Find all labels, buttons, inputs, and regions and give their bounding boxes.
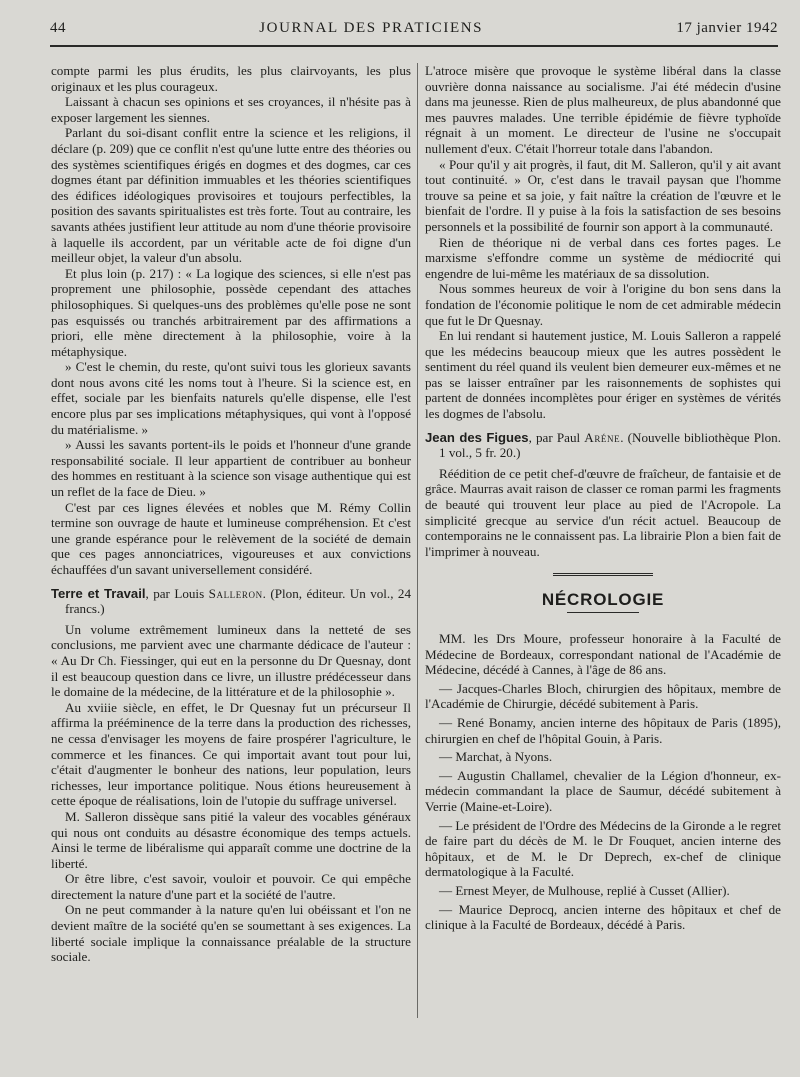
paragraph: Or être libre, c'est savoir, vouloir et pouvoir. Ce qui empêche directement la nature d'une part et la société de l'autre. (51, 871, 411, 902)
book-author: Aréne (584, 429, 621, 445)
page-number: 44 (50, 20, 66, 36)
paragraph: » C'est le chemin, du reste, qu'ont suivi tous les glorieux savants dont nous avons cité les noms tout à l'heure. Si la science est, en effet, sociale par les bienfaits naturels qu'elle dispense, elle l'est encore plus par ses implications métaphysiques, qui vont à l'opposé du matérialisme. » (51, 359, 411, 437)
book-review-heading: Terre et Travail, par Louis Salleron. (Plon, éditeur. Un vol., 24 francs.) (51, 585, 411, 617)
necrology-entry: — Maurice Deprocq, ancien interne des hôpitaux et chef de clinique à la Faculté de Bordeaux, décédé à Paris. (425, 901, 781, 933)
paragraph: Un volume extrêmement lumineux dans la netteté de ses conclusions, me parvient avec une charmante dédicace de l'auteur : « Au Dr Ch. Fiessinger, qui eut en la personne du Dr Quesnay, dont il est beaucoup question dans ce livre, un illustre prédécesseur dans le domaine de la médecine, de la littérature et de la philosophie ». (51, 621, 411, 700)
page-header (50, 20, 778, 44)
paragraph: Nous sommes heureux de voir à l'origine du bon sens dans la fondation de l'économie politique le nom de cet admirable médecin que fut le Dr Quesnay. (425, 281, 781, 328)
section-ornament-rule (553, 573, 653, 578)
book-title: Terre et Travail (51, 585, 146, 601)
paragraph: Réédition de ce petit chef-d'œuvre de fraîcheur, de fantaisie et de grâce. Maurras avait raison de classer ce roman parmi les fragments de beauté qui trouvent leur place au pied de l'Acropole. La simplicité grecque au service d'un récit actuel. Beaucoup de contemporains ne le connaissent pas. La librairie Plon a bien fait de l'imprimer à nouveau. (425, 465, 781, 559)
book-review-heading: Jean des Figues, par Paul Aréne. (Nouvelle bibliothèque Plon. 1 vol., 5 fr. 20.) (425, 429, 781, 461)
necrology-title: NÉCROLOGIE (541, 590, 665, 610)
necrology-list (425, 631, 781, 933)
necrology-entry: — Ernest Meyer, de Mulhouse, replié à Cusset (Allier). (439, 882, 730, 898)
paragraph: En lui rendant si hautement justice, M. Louis Salleron a rappelé que les médecins beaucoup mieux que les autres possèdent le sentiment du réel quand ils veulent bien demeurer eux-mêmes et ne pas se laisser entraîner par les raisonnements de sophistes qui partent de données incomplètes pour ériger en systèmes de vérités les dogmes de l'absolu. (425, 328, 781, 422)
book-title: Jean des Figues (425, 429, 529, 445)
paragraph: compte parmi les plus érudits, les plus clairvoyants, les plus originaux et les plus courageux. (51, 63, 411, 94)
paragraph: « Pour qu'il y ait progrès, il faut, dit M. Salleron, qu'il y ait avant tout continuité. » Or, c'est dans le travail paysan que l'homme trouve sa peine et sa joie, y fait naître la création de l'œuvre et le bienfait de l'ordre. Il y puise à la fois la satisfaction de ses besoins personnels et la possibilité de fournir son apport à la communauté. (425, 156, 781, 234)
necrology-entry: MM. les Drs Moure, professeur honoraire à la Faculté de Médecine de Bordeaux, correspondant national de l'Académie de Médecine, décédé à Cannes, à l'âge de 86 ans. (425, 631, 781, 678)
issue-date: 17 janvier 1942 (676, 20, 778, 36)
paragraph: Rien de théorique ni de verbal dans ces fortes pages. Le marxisme s'effondre comme un système de médiocrité qui engendre de lui-même les matériaux de sa dissolution. (425, 234, 781, 281)
column-divider (417, 63, 418, 1018)
necrology-entry: — Marchat, à Nyons. (439, 749, 553, 765)
paragraph: C'est par ces lignes élevées et nobles que M. Rémy Collin termine son ouvrage de haute et lumineuse compréhension. Et c'est une grande espérance pour le relèvement de la société de demain que ces pages annonciatrices, vigoureuses et aux convictions échauffées d'un savant universellement considéré. (51, 499, 411, 577)
paragraph: L'atroce misère que provoque le système libéral dans la classe ouvrière donna naissance au socialisme. J'ai été médecin d'usine dans ma jeunesse. Rien de plus malheureux, de plus abandonné que mes pauvres malades. Une terrible épidémie de fièvre typhoïde régnait à un moment. Le directeur de l'usine ne s'occupait nullement d'eux. C'était l'horreur totale dans l'abandon. (425, 63, 781, 156)
paragraph: Au xviiie siècle, en effet, le Dr Quesnay fut un précurseur Il affirma la prééminence de la terre dans la production des richesses, ne cessa d'envisager les moyens de faire prospérer l'agriculture, le commerce et les finances. Ce qui importait avant tout pour lui, c'était d'augmenter le bonheur des nations, leur population, leurs richesses, leur importance politique. Nous étions heureusement à cette époque de réalisations, loin de l'utopie du suffrage universel. (51, 699, 411, 809)
paragraph: Parlant du soi-disant conflit entre la science et les religions, il déclare (p. 209) que ce conflit n'est qu'une lutte entre des théories ou des systèmes scientifiques érigés en dogmes et des dogmes, car ces dogmes étant par définition immuables et les théories scientifiques des édifices idéologiques provisoires et toujours perfectibles, la position des savants spiritualistes est très forte. Tout au contraire, les savants athées justifient leur attitude au nom d'une théorie provisoire à laquelle ils accordent, par un véritable acte de foi digne d'un meilleur objet, la valeur d'un absolu. (51, 125, 411, 266)
book-author: Salleron (208, 585, 263, 601)
journal-title: JOURNAL DES PRATICIENS (259, 20, 484, 36)
necrology-entry: — Le président de l'Ordre des Médecins de la Gironde a le regret de faire part du décès de M. le Dr Fouquet, ancien interne des hôpitaux, et de M. le Dr Deprech, ex-chef de clinique dermatologique à la Faculté. (425, 817, 781, 880)
necrology-entry: — René Bonamy, ancien interne des hôpitaux de Paris (1895), chirurgien en chef de l'hôpital Gouin, à Paris. (425, 714, 781, 746)
necrology-underline (567, 612, 639, 613)
paragraph: M. Salleron dissèque sans pitié la valeur des vocables généraux qui nous ont conduits au désastre économique des temps actuels. Ainsi le terme de libéralisme qui apparaît comme une doctrine de la liberté. (51, 808, 411, 871)
left-column (51, 63, 411, 965)
paragraph: Et plus loin (p. 217) : « La logique des sciences, si elle n'est pas proprement une philosophie, possède cependant des attaches philosophiques. Si quelques-uns des problèmes qu'elle pose ne sont pas esquissés ou tranchés arbitrairement par des affirmations a priori, elle mène directement à la philosophie, voire à la métaphysique. (51, 265, 411, 359)
right-column (425, 63, 781, 936)
paragraph: On ne peut commander à la nature qu'en lui obéissant et l'on ne devient maître de la société qu'en se soumettant à ses exigences. La liberté sociale implique la connaissance préalable de la structure sociale. (51, 902, 411, 965)
necrology-entry: — Augustin Challamel, chevalier de la Légion d'honneur, ex-médecin commandant la place de Saumur, décédé subitement à Verrie (Maine-et-Loire). (425, 767, 781, 814)
necrology-entry: — Jacques-Charles Bloch, chirurgien des hôpitaux, membre de l'Académie de Chirurgie, décédé subitement à Paris. (425, 680, 781, 712)
paragraph: Laissant à chacun ses opinions et ses croyances, il n'hésite pas à exposer largement les siennes. (51, 94, 411, 125)
paragraph: » Aussi les savants portent-ils le poids et l'honneur d'une grande responsabilité sociale. Il leur appartient de contribuer au bonheur des hommes en restituant à la science son visage authentique qui est un reflet de la face de Dieu. » (51, 437, 411, 500)
header-rule (50, 45, 778, 47)
